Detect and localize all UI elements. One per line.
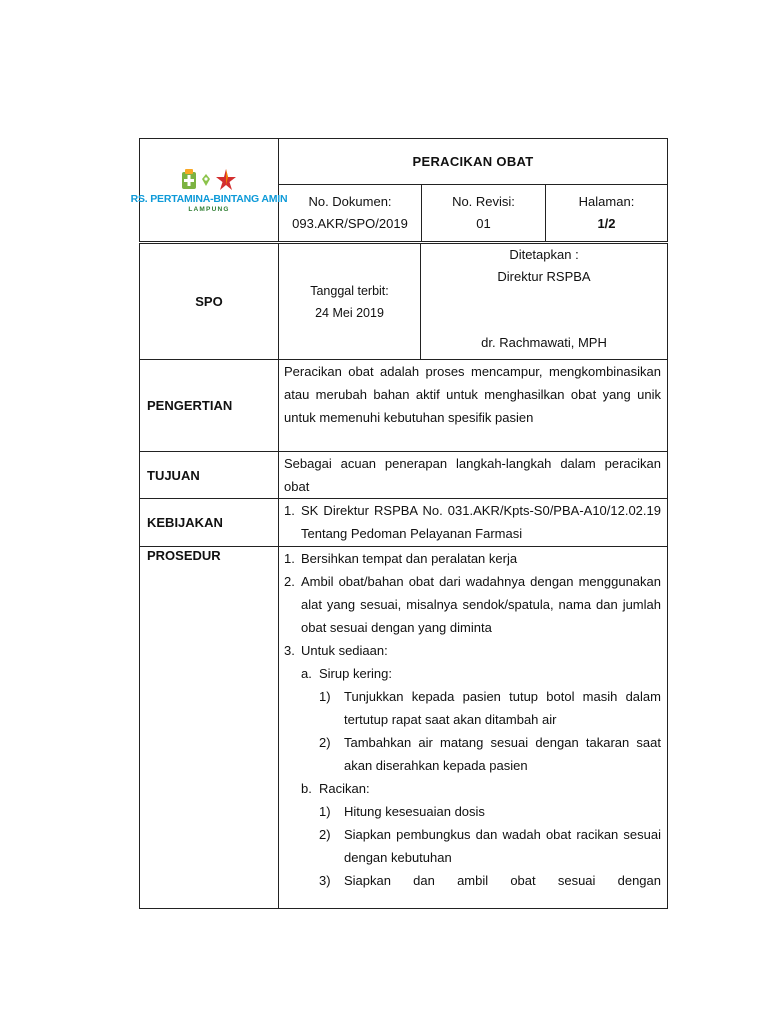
- approval-cell: [421, 244, 668, 360]
- list-number: 2): [319, 735, 331, 750]
- nested-item: [284, 800, 661, 823]
- signature-space: [421, 288, 667, 332]
- hospital-emblem-icon: [181, 169, 197, 191]
- list-number: 1): [319, 804, 331, 819]
- approval-title: Direktur RSPBA: [497, 269, 591, 284]
- list-text: Siapkan pembungkus dan wadah obat racikan sesuai dengan kebutuhan: [344, 827, 661, 865]
- list-letter: a.: [301, 666, 312, 681]
- prosedur-label: PROSEDUR: [140, 547, 279, 909]
- kebijakan-item: [284, 499, 661, 545]
- kebijakan-content: [279, 499, 668, 547]
- list-number: 2.: [284, 574, 295, 589]
- list-number: 3): [319, 873, 331, 888]
- prosedur-content: [279, 547, 668, 909]
- list-text: SK Direktur RSPBA No. 031.AKR/Kpts-S0/PBA-A10/12.02.19 Tentang Pedoman Pelayanan Farmasi: [301, 503, 661, 541]
- list-letter: b.: [301, 781, 312, 796]
- pengertian-row: [140, 360, 668, 452]
- nested-item: [284, 823, 661, 869]
- sub-item-sirup-kering: [284, 662, 661, 685]
- list-number: 1.: [284, 503, 295, 518]
- prosedur-item: [284, 570, 661, 639]
- document-title: PERACIKAN OBAT: [279, 139, 668, 185]
- approval-name: dr. Rachmawati, MPH: [481, 335, 607, 350]
- nested-item: [284, 731, 661, 777]
- nested-item: [284, 869, 661, 892]
- list-text: Hitung kesesuaian dosis: [344, 804, 485, 819]
- pengertian-text: Peracikan obat adalah proses mencampur, mengkombinasikan atau merubah bahan aktif untuk menghasilkan obat yang unik untuk memenuhi kebutuhan spesifik pasien: [279, 360, 668, 452]
- star-icon: [215, 168, 237, 192]
- hospital-logo: [130, 167, 288, 214]
- issue-date-label: Tanggal terbit:: [310, 283, 389, 298]
- list-text: Sirup kering:: [319, 666, 392, 681]
- spo-label: SPO: [140, 244, 279, 360]
- list-number: 1.: [284, 551, 295, 566]
- tujuan-label: TUJUAN: [140, 452, 279, 499]
- list-text: Racikan:: [319, 781, 370, 796]
- main-table: [139, 243, 668, 909]
- logo-hospital-name: RS. PERTAMINA-BINTANG AMIN: [130, 192, 288, 205]
- kebijakan-row: [140, 499, 668, 547]
- revision-label: No. Revisi:: [452, 194, 515, 209]
- list-text: Bersihkan tempat dan peralatan kerja: [301, 551, 518, 566]
- list-number: 2): [319, 827, 331, 842]
- prosedur-row: [140, 547, 668, 909]
- page-value: 1/2: [597, 216, 616, 231]
- sub-item-racikan: [284, 777, 661, 800]
- nested-item: [284, 685, 661, 731]
- list-text: Tambahkan air matang sesuai dengan takaran saat akan diserahkan kepada pasien: [344, 735, 661, 773]
- pertamina-emblem-icon: [201, 173, 211, 187]
- page-label: Halaman:: [578, 194, 635, 209]
- issue-date-value: 24 Mei 2019: [315, 305, 384, 320]
- list-number: 1): [319, 689, 331, 704]
- list-text: Tunjukkan kepada pasien tutup botol masih dalam tertutup rapat saat akan ditambah air: [344, 689, 661, 727]
- page-cell: [546, 185, 668, 242]
- tujuan-text: Sebagai acuan penerapan langkah-langkah dalam peracikan obat: [279, 452, 668, 499]
- prosedur-item: [284, 547, 661, 570]
- prosedur-item: [284, 639, 661, 662]
- logo-icons: [181, 167, 237, 193]
- kebijakan-label: KEBIJAKAN: [140, 499, 279, 547]
- list-text: Siapkan dan ambil obat sesuai dengan: [344, 873, 661, 888]
- logo-city-name: LAMPUNG: [188, 205, 230, 213]
- revision-cell: [422, 185, 546, 242]
- document-number-label: No. Dokumen:: [308, 194, 392, 209]
- document-number-cell: [279, 185, 422, 242]
- approval-label: Ditetapkan :: [509, 247, 579, 262]
- pengertian-label: PENGERTIAN: [140, 360, 279, 452]
- issue-date-cell: [279, 244, 421, 360]
- logo-cell: [130, 139, 288, 242]
- revision-value: 01: [476, 216, 491, 231]
- list-text: Untuk sediaan:: [301, 643, 388, 658]
- list-text: Ambil obat/bahan obat dari wadahnya dengan menggunakan alat yang sesuai, misalnya sendok/spatula, nama dan jumlah obat sesuai dengan yang diminta: [301, 574, 661, 635]
- list-number: 3.: [284, 643, 295, 658]
- spo-row: [140, 244, 668, 360]
- header-table: [130, 138, 668, 242]
- document-number-value: 093.AKR/SPO/2019: [292, 216, 408, 231]
- tujuan-row: [140, 452, 668, 499]
